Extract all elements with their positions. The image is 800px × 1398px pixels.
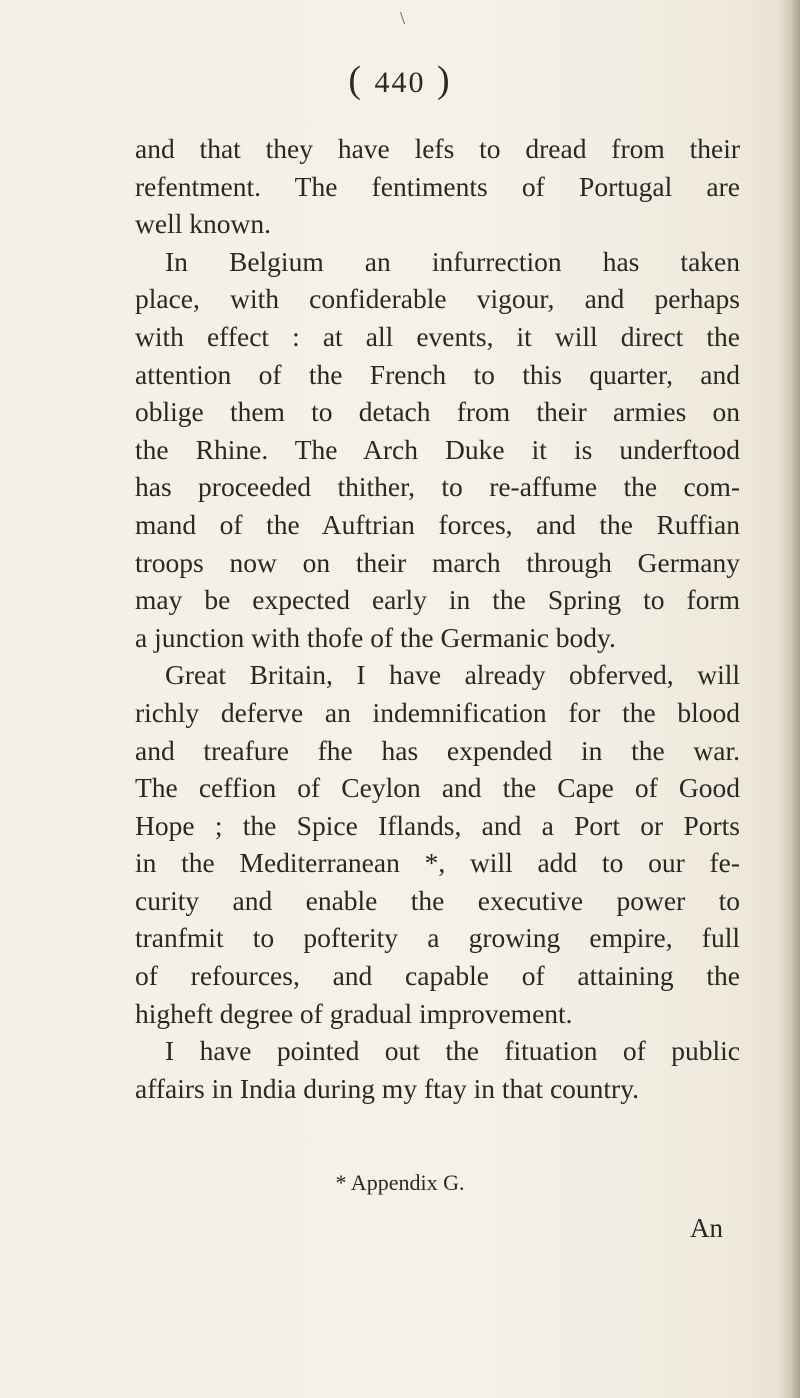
header-open-paren: ( bbox=[348, 59, 363, 101]
catchword: An bbox=[690, 1213, 723, 1243]
text-line: richly deferve an indemnification for the blood bbox=[135, 696, 740, 728]
text-line: and that they have lefs to dread from their bbox=[135, 133, 740, 164]
text-line: curity and enable the executive power to bbox=[135, 884, 740, 916]
text-line: tranfmit to pofterity a growing empire, full bbox=[135, 922, 740, 954]
page-header bbox=[0, 58, 800, 102]
body-text bbox=[135, 130, 740, 1107]
text-line: the Rhine. The Arch Duke it is underftood bbox=[135, 433, 740, 465]
text-line: of refources, and capable of attaining the bbox=[135, 960, 740, 992]
text-line: has proceeded thither, to re-affume the com- bbox=[135, 471, 740, 503]
text-line: with effect : at all events, it will direct the bbox=[135, 320, 740, 352]
text-line: and treafure fhe has expended in the war. bbox=[135, 734, 740, 766]
text-line: mand of the Auftrian forces, and the Ruffian bbox=[135, 508, 740, 540]
text-line: in the Mediterranean *, will add to our fe- bbox=[135, 847, 740, 879]
footnote: * Appendix G. bbox=[335, 1170, 465, 1195]
text-line: well known. bbox=[135, 208, 271, 240]
text-line: oblige them to detach from their armies on bbox=[135, 396, 740, 428]
top-mark: \ bbox=[400, 8, 406, 28]
text-line: higheft degree of gradual improvement. bbox=[135, 997, 573, 1029]
text-line: may be expected early in the Spring to form bbox=[135, 584, 740, 616]
text-line: attention of the French to this quarter, and bbox=[135, 358, 740, 390]
text-line: place, with confiderable vigour, and perhaps bbox=[135, 283, 740, 315]
text-line: troops now on their march through Germany bbox=[135, 546, 740, 578]
page-number: 440 bbox=[374, 66, 426, 99]
text-line: affairs in India during my ftay in that country. bbox=[135, 1072, 640, 1104]
text-line: Hope ; the Spice Iflands, and a Port or Ports bbox=[135, 809, 740, 841]
text-line: Great Britain, I have already obferved, will bbox=[165, 659, 740, 691]
text-line: refentment. The fentiments of Portugal are bbox=[135, 170, 740, 202]
text-line: a junction with thofe of the Germanic body. bbox=[135, 621, 616, 653]
text-line: I have pointed out the fituation of public bbox=[165, 1035, 740, 1067]
text-line: The ceffion of Ceylon and the Cape of Good bbox=[135, 772, 740, 804]
header-close-paren: ) bbox=[437, 59, 452, 101]
text-line: In Belgium an infurrection has taken bbox=[165, 245, 740, 277]
